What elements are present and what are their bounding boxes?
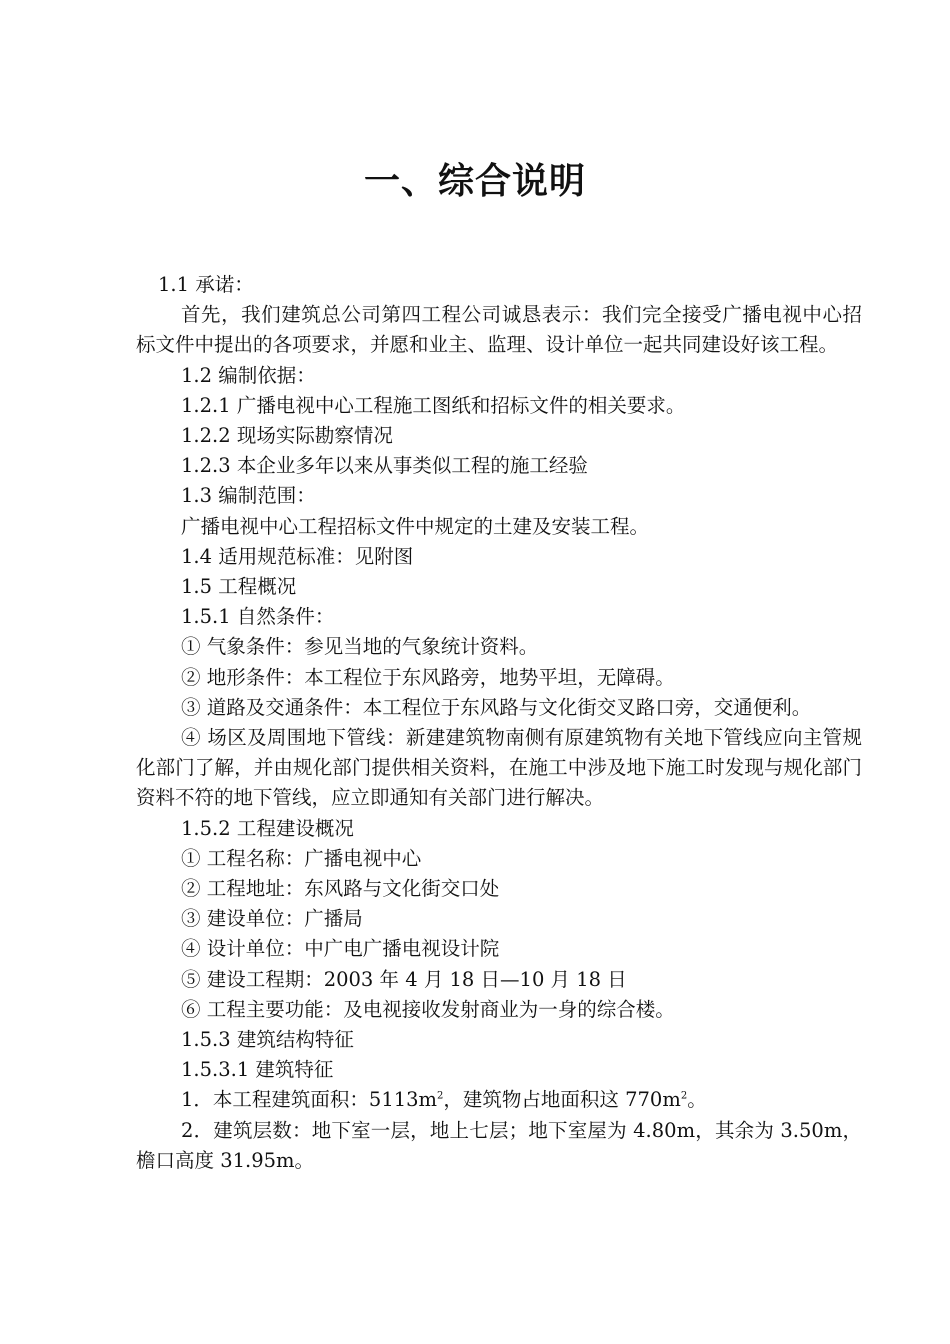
- building-floors-paragraph: 2．建筑层数：地下室一层，地上七层；地下室屋为 4.80m，其余为 3.50m，檐口高度 31.95m。: [136, 1118, 862, 1172]
- basis-item-2: 1.2.2 现场实际勘察情况: [181, 424, 393, 448]
- project-item-2: ② 工程地址：东风路与文化街交口处: [181, 877, 500, 901]
- section-heading-1-5-1: 1.5.1 自然条件：: [181, 605, 335, 629]
- page-title: 一、综合说明: [363, 161, 586, 202]
- section-heading-1-2: 1.2 编制依据：: [181, 363, 316, 387]
- basis-item-3: 1.2.3 本企业多年以来从事类似工程的施工经验: [181, 454, 588, 478]
- section-heading-1-1: 1.1 承诺：: [158, 273, 254, 296]
- natural-condition-3: ③ 道路及交通条件：本工程位于东风路与文化街交叉路口旁，交通便利。: [181, 695, 812, 719]
- area-prefix: 1．本工程建筑面积：5113m: [181, 1088, 438, 1112]
- section-heading-1-5-3: 1.5.3 建筑结构特征: [181, 1028, 354, 1052]
- natural-condition-2: ② 地形条件：本工程位于东风路旁，地势平坦，无障碍。: [181, 665, 675, 689]
- project-item-1: ① 工程名称：广播电视中心: [181, 846, 422, 870]
- document-body: [136, 270, 862, 1176]
- natural-condition-4: ④ 场区及周围地下管线：新建建筑物南侧有原建筑物有关地下管线应向主管规化部门了解，并由规化部门提供相关资料，在施工中涉及地下施工时发现与规化部门资料不符的地下管线，应立即通知有关部门进行解决。: [136, 726, 862, 810]
- natural-condition-1: ① 气象条件：参见当地的气象统计资料。: [181, 635, 539, 659]
- section-heading-1-4: 1.4 适用规范标准：见附图: [181, 544, 414, 568]
- commitment-paragraph: 首先，我们建筑总公司第四工程公司诚恳表示：我们完全接受广播电视中心招标文件中提出的各项要求，并愿和业主、监理、设计单位一起共同建设好该工程。: [136, 303, 862, 357]
- section-heading-1-5-3-1: 1.5.3.1 建筑特征: [181, 1058, 334, 1082]
- area-suffix: 。: [687, 1088, 707, 1112]
- area-middle: ，建筑物占地面积这 770m: [443, 1088, 681, 1112]
- project-item-4: ④ 设计单位：中广电广播电视设计院: [181, 937, 500, 961]
- basis-item-1: 1.2.1 广播电视中心工程施工图纸和招标文件的相关要求。: [181, 393, 686, 417]
- section-heading-1-5: 1.5 工程概况: [181, 575, 297, 599]
- section-heading-1-3: 1.3 编制范围：: [181, 484, 316, 508]
- project-item-3: ③ 建设单位：广播局: [181, 907, 363, 931]
- building-area-line: [136, 1085, 862, 1115]
- area-superscript-1: 2: [437, 1090, 444, 1102]
- area-superscript-2: 2: [680, 1090, 688, 1102]
- project-item-5: ⑤ 建设工程期：2003 年 4 月 18 日—10 月 18 日: [181, 967, 627, 991]
- project-item-6: ⑥ 工程主要功能：及电视接收发射商业为一身的综合楼。: [181, 997, 675, 1021]
- section-heading-1-5-2: 1.5.2 工程建设概况: [181, 816, 354, 840]
- scope-paragraph: 广播电视中心工程招标文件中规定的土建及安装工程。: [181, 514, 650, 538]
